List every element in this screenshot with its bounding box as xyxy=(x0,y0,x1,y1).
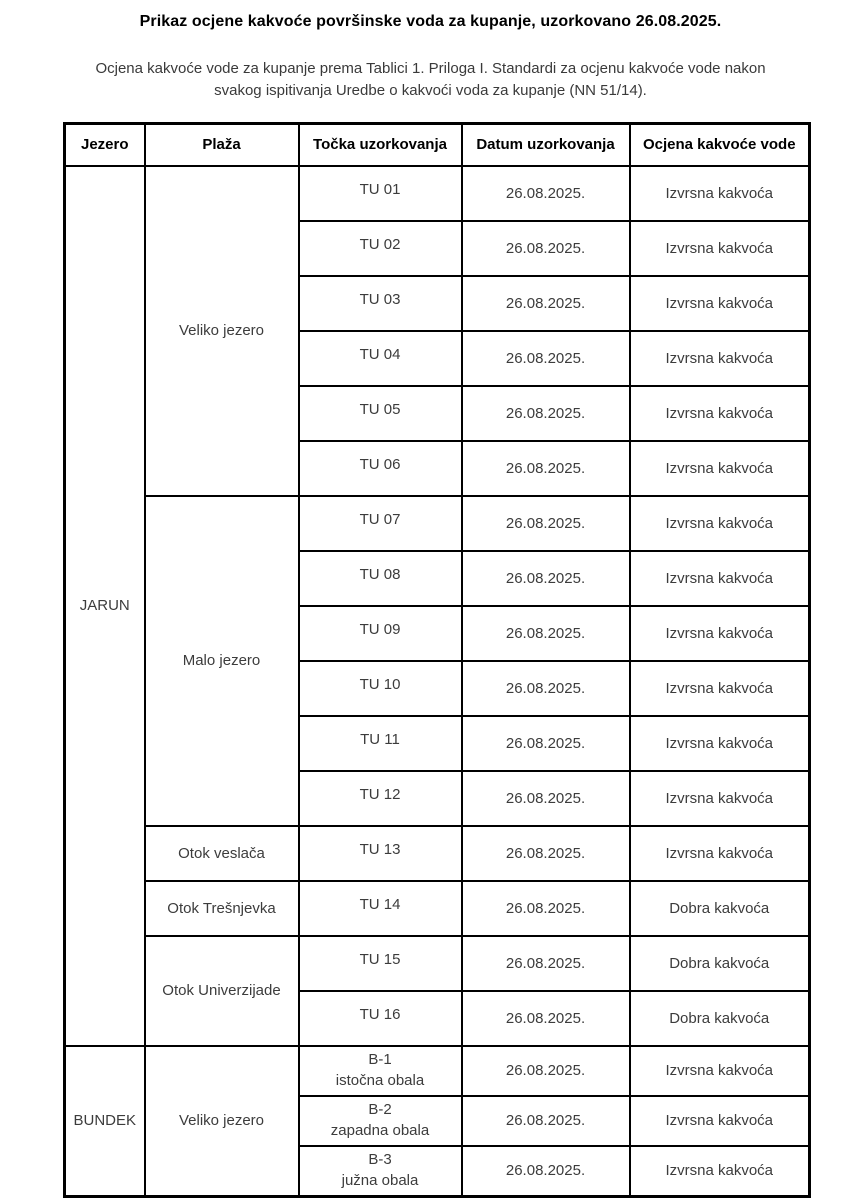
sampling-point-line: TU 07 xyxy=(359,511,401,528)
sampling-point-cell xyxy=(299,166,462,221)
sampling-point-cell xyxy=(299,441,462,496)
quality-assessment-cell: Izvrsna kakvoća xyxy=(630,661,810,716)
sampling-point-line: TU 03 xyxy=(359,291,401,308)
sampling-date-cell: 26.08.2025. xyxy=(462,771,630,826)
sampling-point-cell xyxy=(299,276,462,331)
sampling-point-line: B-2 xyxy=(368,1101,392,1119)
beach-cell: Otok Trešnjevka xyxy=(145,881,299,936)
sampling-point-line: TU 04 xyxy=(359,346,401,363)
table-row xyxy=(65,166,810,221)
quality-assessment-cell: Izvrsna kakvoća xyxy=(630,276,810,331)
sampling-point-cell xyxy=(299,1146,462,1197)
sampling-date-cell: 26.08.2025. xyxy=(462,551,630,606)
quality-assessment-cell: Izvrsna kakvoća xyxy=(630,771,810,826)
sampling-point-line: TU 02 xyxy=(359,236,401,253)
quality-assessment-cell: Dobra kakvoća xyxy=(630,936,810,991)
sampling-date-cell: 26.08.2025. xyxy=(462,606,630,661)
sampling-point-line: TU 10 xyxy=(359,676,401,693)
column-header-plaza: Plaža xyxy=(145,123,299,166)
sampling-date-cell: 26.08.2025. xyxy=(462,991,630,1046)
table-row xyxy=(65,1046,810,1096)
sampling-point-line: TU 01 xyxy=(359,181,401,198)
sampling-point-line: B-3 xyxy=(368,1151,392,1169)
quality-assessment-cell: Izvrsna kakvoća xyxy=(630,826,810,881)
column-header-datum-uzorkovanja: Datum uzorkovanja xyxy=(462,123,630,166)
column-header-ocjena-kakvoce-vode: Ocjena kakvoće vode xyxy=(630,123,810,166)
sampling-point-line: TU 15 xyxy=(359,951,401,968)
table-row xyxy=(65,881,810,936)
sampling-point-cell xyxy=(299,386,462,441)
sampling-point-line: TU 12 xyxy=(359,786,401,803)
sampling-point-line: B-1 xyxy=(368,1051,392,1069)
table-body xyxy=(65,166,810,1197)
sampling-date-cell: 26.08.2025. xyxy=(462,936,630,991)
sampling-point-cell xyxy=(299,936,462,991)
beach-cell: Otok veslača xyxy=(145,826,299,881)
sampling-date-cell: 26.08.2025. xyxy=(462,331,630,386)
quality-assessment-cell: Izvrsna kakvoća xyxy=(630,551,810,606)
sampling-date-cell: 26.08.2025. xyxy=(462,496,630,551)
sampling-date-cell: 26.08.2025. xyxy=(462,221,630,276)
table-row xyxy=(65,936,810,991)
sampling-point-line: istočna obala xyxy=(335,1071,425,1089)
column-header-jezero: Jezero xyxy=(65,123,145,166)
sampling-date-cell: 26.08.2025. xyxy=(462,386,630,441)
quality-assessment-cell: Izvrsna kakvoća xyxy=(630,1046,810,1096)
quality-assessment-cell: Izvrsna kakvoća xyxy=(630,441,810,496)
table-row xyxy=(65,496,810,551)
sampling-date-cell: 26.08.2025. xyxy=(462,661,630,716)
beach-cell: Otok Univerzijade xyxy=(145,936,299,1046)
sampling-point-line: TU 08 xyxy=(359,566,401,583)
sampling-point-line: TU 09 xyxy=(359,621,401,638)
sampling-point-cell xyxy=(299,881,462,936)
sampling-point-line: TU 05 xyxy=(359,401,401,418)
sampling-point-line: TU 13 xyxy=(359,841,401,858)
quality-assessment-cell: Izvrsna kakvoća xyxy=(630,496,810,551)
beach-cell: Malo jezero xyxy=(145,496,299,826)
sampling-date-cell: 26.08.2025. xyxy=(462,276,630,331)
sampling-date-cell: 26.08.2025. xyxy=(462,1096,630,1146)
table-row xyxy=(65,826,810,881)
beach-cell: Veliko jezero xyxy=(145,1046,299,1197)
sampling-point-cell xyxy=(299,1096,462,1146)
quality-assessment-cell: Izvrsna kakvoća xyxy=(630,606,810,661)
sampling-date-cell: 26.08.2025. xyxy=(462,441,630,496)
sampling-point-cell xyxy=(299,661,462,716)
sampling-date-cell: 26.08.2025. xyxy=(462,1146,630,1197)
quality-assessment-cell: Izvrsna kakvoća xyxy=(630,1096,810,1146)
sampling-point-cell xyxy=(299,221,462,276)
sampling-point-cell xyxy=(299,606,462,661)
beach-cell: Veliko jezero xyxy=(145,166,299,496)
sampling-point-cell xyxy=(299,771,462,826)
sampling-point-line: TU 11 xyxy=(360,731,400,748)
quality-assessment-cell: Dobra kakvoća xyxy=(630,991,810,1046)
quality-assessment-cell: Izvrsna kakvoća xyxy=(630,331,810,386)
quality-assessment-cell: Izvrsna kakvoća xyxy=(630,166,810,221)
document-title: Prikaz ocjene kakvoće površinske voda za kupanje, uzorkovano 26.08.2025. xyxy=(139,13,722,30)
sampling-point-line: TU 16 xyxy=(359,1006,401,1023)
sampling-date-cell: 26.08.2025. xyxy=(462,826,630,881)
sampling-point-cell xyxy=(299,496,462,551)
sampling-point-cell xyxy=(299,991,462,1046)
document-subtitle: Ocjena kakvoće vode za kupanje prema Tablici 1. Priloga I. Standardi za ocjenu kakvoće vode nakon svakog ispitivanja Uredbe o kakvoći voda za kupanje (NN 51/14). xyxy=(95,60,766,99)
quality-assessment-cell: Izvrsna kakvoća xyxy=(630,716,810,771)
lake-cell: JARUN xyxy=(65,166,145,1046)
header-row xyxy=(65,123,810,166)
sampling-point-cell xyxy=(299,551,462,606)
sampling-point-line: južna obala xyxy=(341,1171,419,1189)
quality-assessment-cell: Izvrsna kakvoća xyxy=(630,386,810,441)
lake-cell: BUNDEK xyxy=(65,1046,145,1197)
water-quality-table xyxy=(63,122,811,1198)
sampling-date-cell: 26.08.2025. xyxy=(462,716,630,771)
quality-assessment-cell: Izvrsna kakvoća xyxy=(630,1146,810,1197)
sampling-date-cell: 26.08.2025. xyxy=(462,881,630,936)
sampling-point-line: TU 06 xyxy=(359,456,401,473)
column-header-tocka-uzorkovanja: Točka uzorkovanja xyxy=(299,123,462,166)
sampling-date-cell: 26.08.2025. xyxy=(462,166,630,221)
quality-assessment-cell: Izvrsna kakvoća xyxy=(630,221,810,276)
sampling-point-cell xyxy=(299,826,462,881)
sampling-point-cell xyxy=(299,716,462,771)
sampling-point-cell xyxy=(299,331,462,386)
sampling-date-cell: 26.08.2025. xyxy=(462,1046,630,1096)
sampling-point-cell xyxy=(299,1046,462,1096)
sampling-point-line: zapadna obala xyxy=(330,1121,430,1139)
quality-assessment-cell: Dobra kakvoća xyxy=(630,881,810,936)
sampling-point-line: TU 14 xyxy=(359,896,401,913)
